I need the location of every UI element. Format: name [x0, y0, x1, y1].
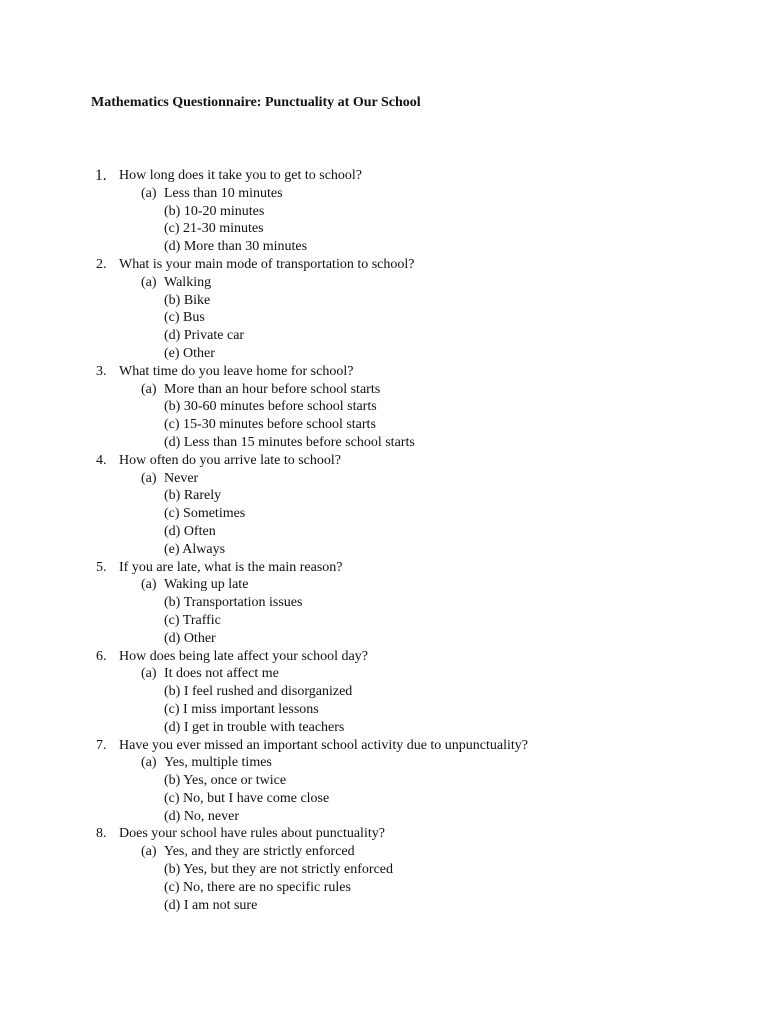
- question-list: [0, 167, 768, 914]
- question-block: [0, 737, 768, 826]
- question-number: 5.: [96, 559, 107, 575]
- question-block: [0, 452, 768, 559]
- question-line: [0, 167, 768, 185]
- answer-option-text: Yes, and they are strictly enforced: [164, 844, 355, 860]
- answer-option-text: (c) Sometimes: [164, 506, 246, 522]
- answer-option: [0, 719, 768, 737]
- answer-option-text: (d) I get in trouble with teachers: [164, 719, 345, 735]
- question-block: [0, 648, 768, 737]
- answer-option-text: (d) Other: [164, 630, 216, 646]
- answer-option: [0, 470, 768, 488]
- question-number: 4.: [96, 452, 107, 468]
- answer-option-text: (b) Transportation issues: [164, 595, 303, 611]
- answer-option-text: (c) 15-30 minutes before school starts: [164, 417, 376, 433]
- answer-option-marker: (a): [141, 470, 157, 486]
- question-block: [0, 825, 768, 914]
- question-text: If you are late, what is the main reason?: [119, 559, 343, 575]
- question-text: How long does it take you to get to school?: [119, 168, 363, 183]
- question-text: Does your school have rules about punctuality?: [119, 826, 385, 842]
- answer-option: [0, 843, 768, 861]
- question-number: 3.: [96, 363, 107, 379]
- answer-option-marker: (a): [141, 755, 157, 771]
- question-line: [0, 256, 768, 274]
- answer-option: [0, 345, 768, 363]
- answer-option-text: (c) I miss important lessons: [164, 701, 319, 717]
- answer-option: [0, 879, 768, 897]
- answer-option: [0, 487, 768, 505]
- answer-option-text: (c) No, but I have come close: [164, 790, 330, 806]
- question-line: [0, 363, 768, 381]
- answer-option-text: (d) More than 30 minutes: [164, 239, 308, 255]
- answer-option: [0, 274, 768, 292]
- answer-option: [0, 612, 768, 630]
- answer-option-marker: (a): [141, 844, 157, 860]
- answer-option-text: (b) Yes, but they are not strictly enforced: [164, 862, 393, 878]
- answer-option: [0, 861, 768, 879]
- answer-option-text: It does not affect me: [164, 666, 279, 682]
- question-line: [0, 737, 768, 755]
- answer-option-text: (b) I feel rushed and disorganized: [164, 684, 353, 700]
- answer-option-marker: (a): [141, 274, 157, 290]
- question-number: 1.: [95, 167, 107, 184]
- question-line: [0, 559, 768, 577]
- answer-option: [0, 416, 768, 434]
- answer-option-text: Waking up late: [164, 577, 249, 593]
- question-text: What time do you leave home for school?: [119, 363, 354, 379]
- question-block: [0, 363, 768, 452]
- answer-option-text: (d) I am not sure: [164, 897, 258, 913]
- answer-option: [0, 683, 768, 701]
- answer-option: [0, 523, 768, 541]
- answer-option: [0, 292, 768, 310]
- answer-option-text: (b) Bike: [164, 292, 211, 308]
- answer-option: [0, 630, 768, 648]
- question-block: [0, 559, 768, 648]
- answer-option: [0, 238, 768, 256]
- question-text: How does being late affect your school day?: [119, 648, 368, 664]
- answer-option-marker: (a): [141, 185, 157, 201]
- answer-option-text: (b) Yes, once or twice: [164, 773, 287, 789]
- question-text: Have you ever missed an important school activity due to unpunctuality?: [119, 737, 529, 753]
- answer-option: [0, 808, 768, 826]
- answer-option: [0, 576, 768, 594]
- answer-option-text: (e) Always: [164, 541, 226, 557]
- question-line: [0, 825, 768, 843]
- answer-option-text: Walking: [164, 274, 212, 290]
- answer-option-text: Less than 10 minutes: [164, 185, 283, 201]
- answer-option-text: (c) Traffic: [164, 612, 221, 628]
- answer-option-text: (d) Less than 15 minutes before school starts: [164, 434, 415, 450]
- answer-option: [0, 203, 768, 221]
- answer-option: [0, 701, 768, 719]
- answer-option-marker: (a): [141, 381, 157, 397]
- answer-option: [0, 220, 768, 238]
- answer-option: [0, 398, 768, 416]
- answer-option: [0, 754, 768, 772]
- question-line: [0, 648, 768, 666]
- answer-option: [0, 665, 768, 683]
- answer-option: [0, 897, 768, 915]
- answer-option: [0, 309, 768, 327]
- answer-option-marker: (a): [141, 577, 157, 593]
- answer-option-text: Never: [164, 470, 199, 486]
- answer-option-marker: (a): [141, 666, 157, 682]
- answer-option-text: (c) 21-30 minutes: [164, 221, 264, 237]
- answer-option: [0, 772, 768, 790]
- question-number: 2.: [96, 256, 107, 272]
- answer-option-text: (d) Private car: [164, 328, 245, 344]
- answer-option-text: (c) Bus: [164, 310, 205, 326]
- answer-option-text: (b) Rarely: [164, 488, 222, 504]
- answer-option-text: (b) 10-20 minutes: [164, 203, 265, 219]
- question-number: 6.: [96, 648, 107, 664]
- answer-option: [0, 541, 768, 559]
- answer-option-text: (b) 30-60 minutes before school starts: [164, 399, 377, 415]
- answer-option: [0, 185, 768, 203]
- answer-option-text: (d) Often: [164, 523, 216, 539]
- answer-option-text: (e) Other: [164, 345, 215, 361]
- answer-option: [0, 594, 768, 612]
- answer-option-text: (c) No, there are no specific rules: [164, 879, 351, 895]
- question-block: [0, 167, 768, 256]
- answer-option: [0, 434, 768, 452]
- question-text: What is your main mode of transportation to school?: [119, 256, 415, 272]
- answer-option: [0, 790, 768, 808]
- answer-option: [0, 327, 768, 345]
- answer-option-text: Yes, multiple times: [164, 755, 272, 771]
- answer-option-text: (d) No, never: [164, 808, 240, 824]
- question-line: [0, 452, 768, 470]
- question-number: 7.: [96, 737, 107, 753]
- question-number: 8.: [96, 826, 107, 842]
- answer-option: [0, 381, 768, 399]
- answer-option: [0, 505, 768, 523]
- question-text: How often do you arrive late to school?: [119, 452, 341, 468]
- answer-option-text: More than an hour before school starts: [164, 381, 381, 397]
- question-block: [0, 256, 768, 363]
- document-title: Mathematics Questionnaire: Punctuality at Our School: [91, 95, 421, 110]
